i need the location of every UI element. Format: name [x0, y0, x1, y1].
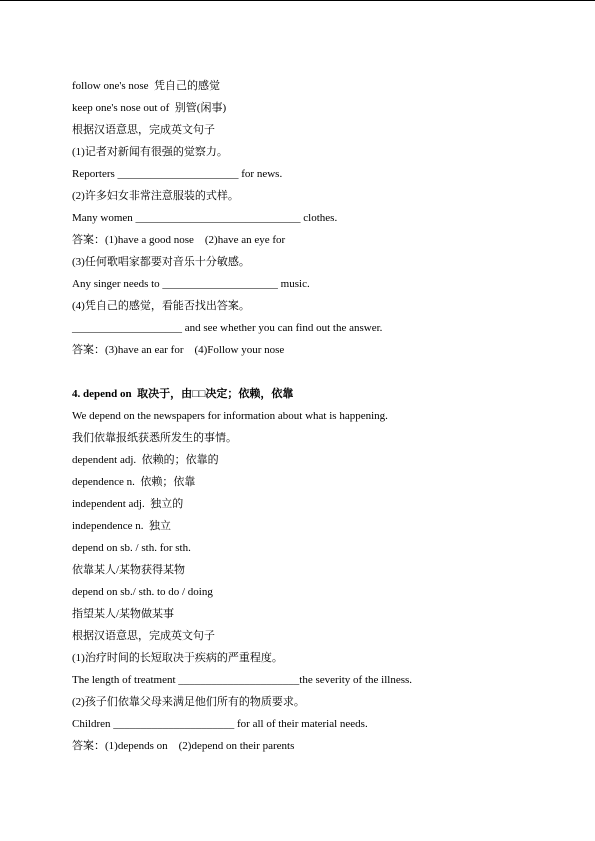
document-body [72, 75, 532, 757]
phrase-depend-on-to-do: depend on sb./ sth. to do / doing [72, 586, 213, 598]
exercise-prompt-6: (2)孩子们依靠父母来满足他们所有的物质要求。 [72, 696, 305, 708]
word-independence: independence n. 独立 [72, 520, 171, 532]
exercise-prompt-4: (4)凭自己的感觉，看能否找出答案。 [72, 300, 250, 312]
answer-line-2: 答案：(3)have an ear for (4)Follow your nose [72, 344, 285, 356]
section-heading-depend-on: 4. depend on 取决于，由□□决定；依赖，依靠 [72, 388, 294, 400]
exercise-prompt-1: (1)记者对新闻有很强的觉察力。 [72, 146, 228, 158]
exercise-prompt-3: (3)任何歌唱家都要对音乐十分敏感。 [72, 256, 250, 268]
phrase-depend-on-for: depend on sb. / sth. for sth. [72, 542, 191, 554]
exercise-instruction-2: 根据汉语意思，完成英文句子 [72, 630, 215, 642]
exercise-sentence-4: ____________________ and see whether you can find out the answer. [72, 322, 383, 334]
exercise-sentence-6: Children ______________________ for all of their material needs. [72, 718, 368, 730]
exercise-sentence-3: Any singer needs to _____________________ music. [72, 278, 310, 290]
idiom-keep-ones-nose-out: keep one's nose out of 别管(闲事) [72, 102, 227, 114]
exercise-sentence-1: Reporters ______________________ for news. [72, 168, 283, 180]
exercise-instruction: 根据汉语意思，完成英文句子 [72, 124, 215, 136]
word-dependence: dependence n. 依赖；依靠 [72, 476, 196, 488]
answer-line-1: 答案：(1)have a good nose (2)have an eye for [72, 234, 286, 246]
exercise-sentence-2: Many women ______________________________ clothes. [72, 212, 338, 224]
exercise-prompt-2: (2)许多妇女非常注意服装的式样。 [72, 190, 239, 202]
phrase-depend-on-for-meaning: 依靠某人/某物获得某物 [72, 564, 186, 576]
example-translation: 我们依靠报纸获悉所发生的事情。 [72, 432, 237, 444]
word-independent: independent adj. 独立的 [72, 498, 184, 510]
exercise-sentence-5: The length of treatment ______________________the severity of the illness. [72, 674, 413, 686]
top-border-line [0, 0, 595, 1]
example-sentence: We depend on the newspapers for information about what is happening. [72, 410, 388, 422]
phrase-depend-on-to-do-meaning: 指望某人/某物做某事 [72, 608, 175, 620]
section-spacer [72, 361, 532, 383]
word-dependent: dependent adj. 依赖的；依靠的 [72, 454, 219, 466]
answer-line-3: 答案：(1)depends on (2)depend on their parents [72, 740, 295, 752]
idiom-follow-ones-nose: follow one's nose 凭自己的感觉 [72, 80, 221, 92]
exercise-prompt-5: (1)治疗时间的长短取决于疾病的严重程度。 [72, 652, 283, 664]
